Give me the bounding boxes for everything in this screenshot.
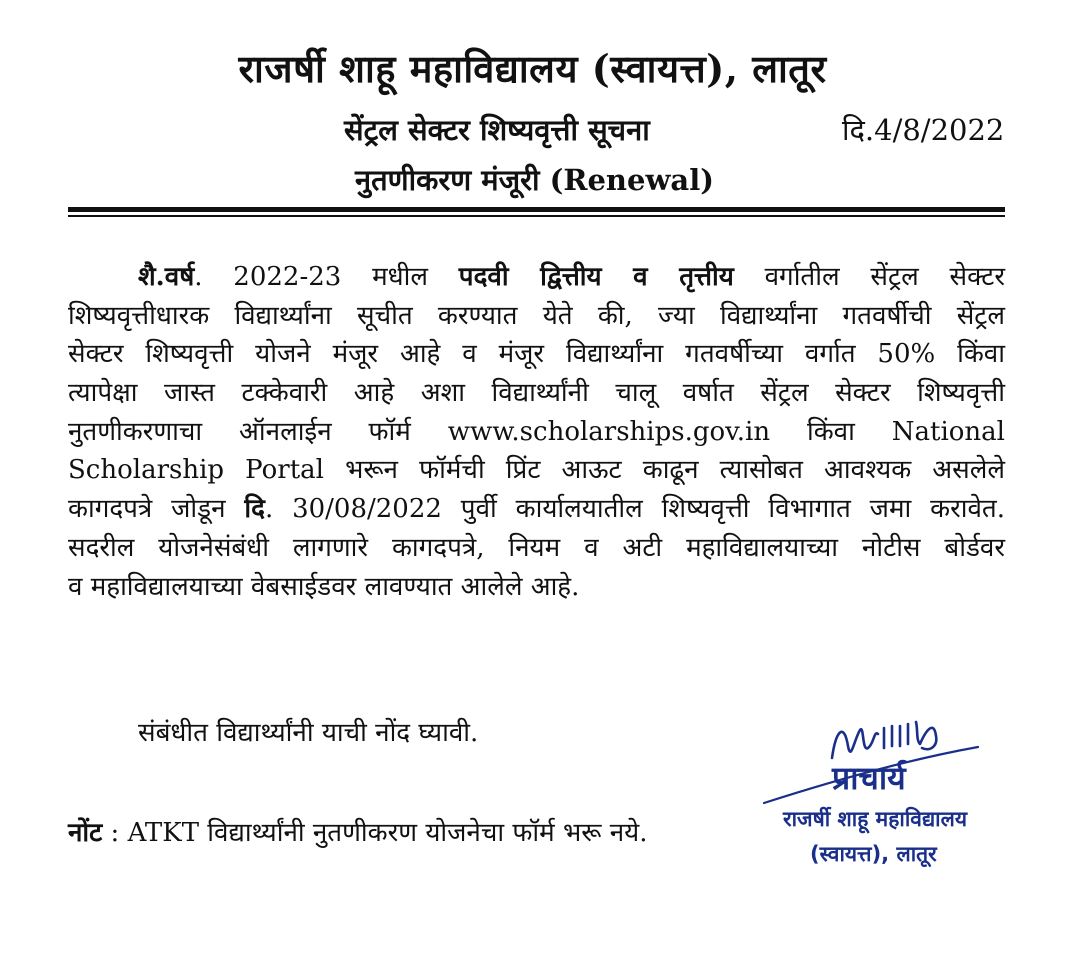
body-line-8: सदरील योजनेसंबंधी लागणारे कागदपत्रे, नियम व अटी महाविद्यालयाच्या नोटीस बोर्डवर — [68, 532, 1005, 563]
body-line-1-part-b: वर्गातील सेंट्रल सेक्टर — [733, 262, 1005, 292]
notice-title: सेंट्रल सेक्टर शिष्यवृत्ती सूचना — [344, 113, 650, 147]
header-divider-thick — [68, 207, 1005, 212]
principal-label: प्राचार्य — [832, 759, 906, 797]
notice-body — [68, 258, 1005, 606]
body-line-3: सेक्टर शिष्यवृत्ती योजने मंजूर आहे व मंजूर विद्यार्थ्यांना गतवर्षीच्या वर्गात 50% किंवा — [68, 339, 1005, 370]
body-line-5: नुतणीकरणाचा ऑनलाईन फॉर्म www.scholarships.gov.in किंवा National — [68, 416, 1005, 447]
body-line-9: व महाविद्यालयाच्या वेबसाईडवर लावण्यात आलेले आहे. — [68, 571, 580, 602]
note-text: : ATKT विद्यार्थ्यांनी नुतणीकरण योजनेचा फॉर्म भरू नये. — [102, 818, 648, 848]
renewal-title-english: (Renewal) — [549, 163, 714, 197]
stamp-college-name: राजर्षी शाहू महाविद्यालय — [783, 807, 968, 831]
deadline-label: दि — [244, 494, 265, 525]
body-line-1-part-a: . 2022-23 मधील — [194, 262, 459, 292]
body-line-7-part-b: . 30/08/2022 पुर्वी कार्यालयातील शिष्यवृत्ती विभागात जमा करावेत. — [264, 494, 1005, 525]
renewal-title-marathi: नुतणीकरण मंजूरी — [355, 163, 540, 197]
note-label: नोंट — [68, 818, 103, 848]
body-line-1 — [68, 258, 1005, 297]
class-highlight: पदवी द्वित्तीय व तृत्तीय — [458, 262, 734, 292]
body-line-7 — [68, 490, 1005, 529]
header-divider-thin — [68, 215, 1005, 217]
stamp-college-city: (स्वायत्त), लातूर — [810, 842, 937, 866]
academic-year-label: शै.वर्ष — [138, 262, 195, 292]
body-line-6: Scholarship Portal भरून फॉर्मची प्रिंट आऊट काढून त्यासोबत आवश्यक असलेले — [68, 455, 1005, 486]
note-line — [68, 813, 647, 849]
body-line-2: शिष्यवृत्तीधारक विद्यार्थ्यांना सूचीत करण्यात येते की, ज्या विद्यार्थ्यांना गतवर्षीची सेंट्रल — [68, 300, 1005, 331]
college-title: राजर्षी शाहू महाविद्यालय (स्वायत्त), लातूर — [238, 46, 827, 91]
body-line-7-part-a: कागदपत्रे जोडून — [68, 494, 245, 525]
renewal-title — [355, 160, 714, 199]
closing-line: संबंधीत विद्यार्थ्यांनी याची नोंद घ्यावी. — [138, 718, 479, 748]
body-line-4: त्यापेक्षा जास्त टक्केवारी आहे अशा विद्यार्थ्यांनी चालू वर्षात सेंट्रल सेक्टर शिष्यवृत्ती — [68, 378, 1005, 409]
notice-date: दि.4/8/2022 — [842, 113, 1005, 147]
